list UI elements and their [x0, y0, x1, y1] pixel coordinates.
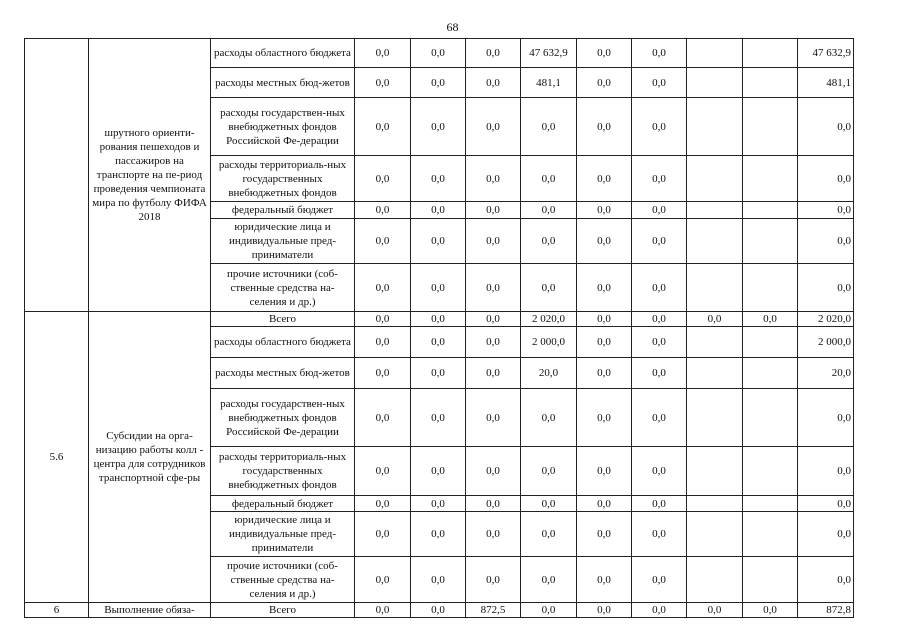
- table-row: [25, 312, 854, 327]
- value-cell: 0,0: [521, 156, 577, 202]
- item-number: 5.6: [25, 312, 89, 603]
- value-cell: [743, 447, 798, 496]
- value-cell: 0,0: [355, 603, 411, 618]
- value-cell: 0,0: [355, 312, 411, 327]
- value-cell: [743, 39, 798, 68]
- value-cell: 0,0: [411, 557, 466, 603]
- value-cell: [743, 512, 798, 557]
- value-cell: 0,0: [411, 202, 466, 219]
- item-number: 6: [25, 603, 89, 618]
- value-cell: 0,0: [466, 327, 521, 358]
- value-cell: [687, 389, 743, 447]
- value-cell: 0,0: [521, 512, 577, 557]
- value-cell: 0,0: [577, 219, 632, 264]
- value-cell: 0,0: [632, 264, 687, 312]
- item-name: Выполнение обяза-: [89, 603, 211, 618]
- value-cell: 0,0: [411, 219, 466, 264]
- value-cell: 0,0: [411, 312, 466, 327]
- value-cell: 0,0: [521, 557, 577, 603]
- value-cell: 0,0: [466, 496, 521, 512]
- value-cell: [687, 327, 743, 358]
- value-cell: 0,0: [798, 557, 854, 603]
- value-cell: 0,0: [466, 156, 521, 202]
- value-cell: 0,0: [632, 496, 687, 512]
- value-cell: 0,0: [521, 389, 577, 447]
- value-cell: 0,0: [687, 603, 743, 618]
- value-cell: 0,0: [466, 358, 521, 389]
- value-cell: 0,0: [632, 39, 687, 68]
- value-cell: 0,0: [355, 327, 411, 358]
- value-cell: 0,0: [466, 39, 521, 68]
- value-cell: 0,0: [632, 327, 687, 358]
- value-cell: [687, 447, 743, 496]
- value-cell: [687, 219, 743, 264]
- funding-source-label: Всего: [211, 603, 355, 618]
- value-cell: 0,0: [632, 202, 687, 219]
- value-cell: 0,0: [577, 327, 632, 358]
- value-cell: 0,0: [466, 512, 521, 557]
- funding-source-label: расходы территориаль-ных государственных внебюджетных фондов: [211, 156, 355, 202]
- value-cell: 0,0: [466, 98, 521, 156]
- funding-source-label: расходы областного бюджета: [211, 39, 355, 68]
- value-cell: 0,0: [466, 557, 521, 603]
- value-cell: [743, 358, 798, 389]
- value-cell: [743, 219, 798, 264]
- value-cell: 481,1: [521, 68, 577, 98]
- value-cell: 0,0: [577, 447, 632, 496]
- value-cell: 0,0: [355, 98, 411, 156]
- value-cell: [743, 496, 798, 512]
- value-cell: 0,0: [411, 389, 466, 447]
- value-cell: [743, 327, 798, 358]
- value-cell: 0,0: [521, 202, 577, 219]
- value-cell: [687, 557, 743, 603]
- value-cell: 0,0: [466, 312, 521, 327]
- value-cell: 0,0: [466, 389, 521, 447]
- value-cell: 2 020,0: [521, 312, 577, 327]
- value-cell: 0,0: [355, 264, 411, 312]
- value-cell: 0,0: [577, 156, 632, 202]
- value-cell: 2 020,0: [798, 312, 854, 327]
- funding-source-label: расходы государствен-ных внебюджетных фондов Российской Фе-дерации: [211, 389, 355, 447]
- funding-source-label: расходы государствен-ных внебюджетных фондов Российской Фе-дерации: [211, 98, 355, 156]
- value-cell: 20,0: [521, 358, 577, 389]
- value-cell: 0,0: [798, 202, 854, 219]
- value-cell: 0,0: [577, 512, 632, 557]
- value-cell: 0,0: [632, 557, 687, 603]
- value-cell: 0,0: [355, 219, 411, 264]
- value-cell: 0,0: [577, 496, 632, 512]
- value-cell: 0,0: [577, 39, 632, 68]
- value-cell: 0,0: [466, 447, 521, 496]
- value-cell: 0,0: [577, 312, 632, 327]
- budget-table: [24, 38, 854, 618]
- value-cell: 0,0: [521, 219, 577, 264]
- value-cell: 0,0: [632, 68, 687, 98]
- value-cell: [687, 202, 743, 219]
- value-cell: 0,0: [355, 358, 411, 389]
- value-cell: 481,1: [798, 68, 854, 98]
- funding-source-label: прочие источники (соб-ственные средства на-селения и др.): [211, 264, 355, 312]
- funding-source-label: юридические лица и индивидуальные пред-приниматели: [211, 219, 355, 264]
- value-cell: 0,0: [577, 389, 632, 447]
- value-cell: 0,0: [355, 496, 411, 512]
- value-cell: [687, 264, 743, 312]
- value-cell: [743, 68, 798, 98]
- value-cell: 872,8: [798, 603, 854, 618]
- value-cell: 0,0: [577, 358, 632, 389]
- value-cell: 0,0: [411, 264, 466, 312]
- value-cell: 0,0: [577, 264, 632, 312]
- funding-source-label: юридические лица и индивидуальные пред-приниматели: [211, 512, 355, 557]
- value-cell: 0,0: [355, 512, 411, 557]
- value-cell: 0,0: [411, 68, 466, 98]
- value-cell: 0,0: [466, 68, 521, 98]
- value-cell: 0,0: [743, 603, 798, 618]
- value-cell: 0,0: [355, 557, 411, 603]
- value-cell: 0,0: [632, 312, 687, 327]
- value-cell: 0,0: [632, 389, 687, 447]
- value-cell: 0,0: [798, 219, 854, 264]
- value-cell: 0,0: [577, 68, 632, 98]
- value-cell: [687, 39, 743, 68]
- funding-source-label: расходы областного бюджета: [211, 327, 355, 358]
- value-cell: 0,0: [632, 512, 687, 557]
- value-cell: 0,0: [798, 156, 854, 202]
- value-cell: 0,0: [411, 512, 466, 557]
- funding-source-label: расходы территориаль-ных государственных внебюджетных фондов: [211, 447, 355, 496]
- value-cell: 0,0: [355, 68, 411, 98]
- value-cell: 0,0: [632, 98, 687, 156]
- funding-source-label: прочие источники (соб-ственные средства на-селения и др.): [211, 557, 355, 603]
- value-cell: 0,0: [687, 312, 743, 327]
- table-row: [25, 603, 854, 618]
- funding-source-label: расходы местных бюд-жетов: [211, 68, 355, 98]
- value-cell: 0,0: [411, 447, 466, 496]
- value-cell: [743, 98, 798, 156]
- value-cell: 0,0: [411, 98, 466, 156]
- value-cell: 0,0: [577, 557, 632, 603]
- value-cell: 0,0: [743, 312, 798, 327]
- value-cell: [687, 68, 743, 98]
- value-cell: 0,0: [521, 447, 577, 496]
- value-cell: [743, 202, 798, 219]
- value-cell: 0,0: [521, 496, 577, 512]
- value-cell: 0,0: [632, 219, 687, 264]
- value-cell: 0,0: [798, 389, 854, 447]
- value-cell: 20,0: [798, 358, 854, 389]
- item-name: Субсидии на орга-низацию работы колл - центра для сотрудников транспортной сфе-ры: [89, 312, 211, 603]
- value-cell: 0,0: [411, 603, 466, 618]
- value-cell: 0,0: [521, 603, 577, 618]
- value-cell: [687, 496, 743, 512]
- value-cell: 0,0: [355, 389, 411, 447]
- value-cell: [687, 512, 743, 557]
- funding-source-label: Всего: [211, 312, 355, 327]
- value-cell: 0,0: [577, 603, 632, 618]
- value-cell: [743, 264, 798, 312]
- table-row: [25, 39, 854, 68]
- value-cell: 0,0: [466, 264, 521, 312]
- value-cell: [687, 156, 743, 202]
- value-cell: 0,0: [632, 358, 687, 389]
- value-cell: 0,0: [466, 202, 521, 219]
- value-cell: 0,0: [798, 447, 854, 496]
- value-cell: 0,0: [577, 98, 632, 156]
- value-cell: [743, 156, 798, 202]
- value-cell: 0,0: [411, 156, 466, 202]
- value-cell: 0,0: [355, 447, 411, 496]
- value-cell: 0,0: [577, 202, 632, 219]
- value-cell: 0,0: [411, 496, 466, 512]
- value-cell: 0,0: [411, 39, 466, 68]
- page-number: 68: [446, 20, 459, 34]
- value-cell: [687, 358, 743, 389]
- value-cell: 0,0: [355, 39, 411, 68]
- value-cell: 47 632,9: [521, 39, 577, 68]
- value-cell: [743, 557, 798, 603]
- value-cell: [743, 389, 798, 447]
- value-cell: 0,0: [632, 447, 687, 496]
- value-cell: 0,0: [466, 219, 521, 264]
- value-cell: 0,0: [798, 98, 854, 156]
- item-number: [25, 39, 89, 312]
- value-cell: 47 632,9: [798, 39, 854, 68]
- value-cell: 0,0: [521, 98, 577, 156]
- value-cell: 0,0: [355, 202, 411, 219]
- value-cell: 0,0: [798, 496, 854, 512]
- value-cell: [687, 98, 743, 156]
- value-cell: 2 000,0: [798, 327, 854, 358]
- funding-source-label: расходы местных бюд-жетов: [211, 358, 355, 389]
- value-cell: 0,0: [411, 358, 466, 389]
- item-name: шрутного ориенти-рования пешеходов и пассажиров на транспорте на пе-риод проведения чемпионата мира по футболу ФИФА 2018: [89, 39, 211, 312]
- value-cell: 0,0: [355, 156, 411, 202]
- value-cell: 0,0: [632, 603, 687, 618]
- value-cell: 0,0: [632, 156, 687, 202]
- value-cell: 0,0: [411, 327, 466, 358]
- value-cell: 0,0: [798, 512, 854, 557]
- value-cell: 872,5: [466, 603, 521, 618]
- funding-source-label: федеральный бюджет: [211, 496, 355, 512]
- value-cell: 0,0: [798, 264, 854, 312]
- value-cell: 0,0: [521, 264, 577, 312]
- value-cell: 2 000,0: [521, 327, 577, 358]
- funding-source-label: федеральный бюджет: [211, 202, 355, 219]
